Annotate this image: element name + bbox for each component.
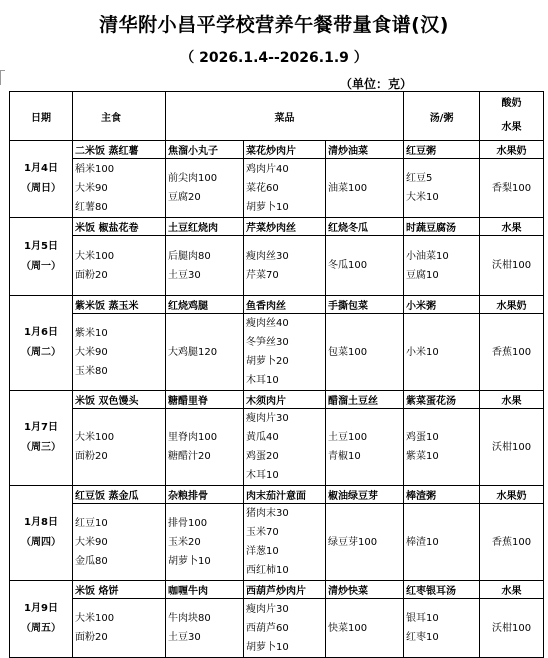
header-drink-line2: 水果 bbox=[501, 122, 522, 133]
ingredient-line: 土豆30 bbox=[168, 269, 201, 281]
ingredient-line: 前尖肉100 bbox=[168, 173, 218, 184]
soup-name: 红豆粥 bbox=[404, 141, 480, 159]
ingredient-line: 豆腐20 bbox=[168, 192, 201, 203]
drink-name: 水果奶 bbox=[480, 296, 544, 314]
soup-ingredients bbox=[404, 599, 480, 658]
day-weekday: （周一） bbox=[21, 260, 61, 272]
staple-ingredients bbox=[73, 504, 166, 581]
staple-ingredients bbox=[73, 159, 166, 218]
dish3-name: 清炒快菜 bbox=[326, 581, 404, 599]
dish1-name: 红烧鸡腿 bbox=[166, 296, 244, 314]
ingredient-line: 沃柑100 bbox=[491, 260, 532, 271]
dish2-ingredients bbox=[244, 159, 326, 218]
dish1-ingredients bbox=[166, 236, 244, 296]
header-date: 日期 bbox=[10, 92, 73, 141]
day-weekday: （周四） bbox=[21, 537, 61, 548]
ingredient-line: 玉米70 bbox=[246, 527, 279, 538]
staple-ingredients bbox=[73, 314, 166, 391]
ingredient-line: 红枣10 bbox=[406, 632, 439, 643]
drink-name: 水果奶 bbox=[480, 141, 544, 159]
ingredient-line: 玉米20 bbox=[168, 536, 201, 548]
staple-name: 米饭 烙饼 bbox=[73, 581, 166, 599]
day-date: 1月4日 bbox=[24, 163, 58, 174]
ingredient-line: 猪肉末30 bbox=[246, 508, 289, 519]
ingredient-line: 面粉20 bbox=[75, 632, 108, 643]
ingredient-line: 小油菜10 bbox=[406, 250, 449, 262]
ingredient-line: 木耳10 bbox=[246, 470, 279, 481]
soup-name: 红枣银耳汤 bbox=[404, 581, 480, 599]
corner-mark bbox=[0, 70, 5, 85]
dish3-ingredients bbox=[326, 599, 404, 658]
ingredient-line: 紫米10 bbox=[75, 327, 108, 339]
staple-name: 米饭 椒盐花卷 bbox=[73, 218, 166, 236]
ingredient-line: 瘦肉丝40 bbox=[246, 318, 289, 329]
dish2-ingredients bbox=[244, 314, 326, 391]
day-cell bbox=[10, 581, 73, 658]
soup-name: 时蔬豆腐汤 bbox=[404, 218, 480, 236]
ingredient-line: 牛肉块80 bbox=[168, 613, 211, 624]
date-range: （ 2026.1.4--2026.1.9 ） bbox=[180, 50, 368, 66]
day-ingredient-row bbox=[10, 236, 544, 296]
dish3-ingredients bbox=[326, 314, 404, 391]
ingredient-line: 银耳10 bbox=[406, 613, 439, 624]
header-drink-line1: 酸奶 bbox=[501, 98, 522, 109]
drink-name: 水果奶 bbox=[480, 486, 544, 504]
header-dishes: 菜品 bbox=[166, 92, 404, 141]
ingredient-line: 红薯80 bbox=[75, 201, 108, 213]
staple-ingredients bbox=[73, 409, 166, 486]
dish3-name: 醋溜土豆丝 bbox=[326, 391, 404, 409]
day-date: 1月7日 bbox=[24, 422, 58, 433]
drink-ingredients bbox=[480, 409, 544, 486]
dish1-ingredients bbox=[166, 504, 244, 581]
dish3-name: 清炒油菜 bbox=[326, 141, 404, 159]
dish3-ingredients bbox=[326, 409, 404, 486]
drink-ingredients bbox=[480, 314, 544, 391]
drink-ingredients bbox=[480, 504, 544, 581]
ingredient-line: 排骨100 bbox=[168, 517, 208, 529]
ingredient-line: 红豆5 bbox=[406, 173, 433, 184]
header-soup: 汤/粥 bbox=[404, 92, 480, 141]
ingredient-line: 胡萝卜20 bbox=[246, 356, 289, 367]
ingredient-line: 后腿肉80 bbox=[168, 250, 211, 262]
soup-ingredients bbox=[404, 409, 480, 486]
header-row bbox=[10, 92, 544, 141]
ingredient-line: 冬瓜100 bbox=[328, 260, 368, 271]
day-ingredient-row bbox=[10, 409, 544, 486]
ingredient-line: 金瓜80 bbox=[75, 555, 108, 567]
ingredient-line: 鸡蛋10 bbox=[406, 432, 439, 443]
dish3-name: 红烧冬瓜 bbox=[326, 218, 404, 236]
drink-ingredients bbox=[480, 599, 544, 658]
ingredient-line: 豆腐10 bbox=[406, 269, 439, 281]
day-name-row bbox=[10, 296, 544, 314]
ingredient-line: 大米90 bbox=[75, 536, 108, 548]
dish2-ingredients bbox=[244, 236, 326, 296]
page-title: 清华附小昌平学校营养午餐带量食谱(汉) bbox=[99, 14, 449, 36]
day-name-row bbox=[10, 141, 544, 159]
ingredient-line: 大米10 bbox=[406, 192, 439, 203]
ingredient-line: 面粉20 bbox=[75, 269, 108, 281]
staple-name: 米饭 双色馒头 bbox=[73, 391, 166, 409]
dish2-ingredients bbox=[244, 504, 326, 581]
ingredient-line: 稻米100 bbox=[75, 163, 115, 175]
dish1-name: 糖醋里脊 bbox=[166, 391, 244, 409]
dish1-name: 杂粮排骨 bbox=[166, 486, 244, 504]
dish2-name: 鱼香肉丝 bbox=[244, 296, 326, 314]
day-ingredient-row bbox=[10, 314, 544, 391]
ingredient-line: 小米10 bbox=[406, 346, 439, 358]
ingredient-line: 木耳10 bbox=[246, 375, 279, 386]
unit-label: （单位：克） bbox=[340, 77, 413, 91]
day-cell bbox=[10, 141, 73, 218]
ingredient-line: 青椒10 bbox=[328, 451, 361, 462]
drink-ingredients bbox=[480, 236, 544, 296]
header-staple: 主食 bbox=[73, 92, 166, 141]
ingredient-line: 鸡肉片40 bbox=[246, 163, 289, 175]
day-name-row bbox=[10, 581, 544, 599]
drink-name: 水果 bbox=[480, 218, 544, 236]
dish1-ingredients bbox=[166, 314, 244, 391]
day-weekday: （周二） bbox=[21, 347, 61, 358]
ingredient-line: 油菜100 bbox=[328, 182, 368, 194]
ingredient-line: 土豆100 bbox=[328, 432, 368, 443]
ingredient-line: 胡萝卜10 bbox=[246, 641, 289, 653]
day-date: 1月6日 bbox=[24, 327, 58, 338]
ingredient-line: 沃柑100 bbox=[491, 441, 532, 453]
dish2-name: 西葫芦炒肉片 bbox=[244, 581, 326, 599]
day-date: 1月8日 bbox=[24, 517, 58, 528]
day-date: 1月5日 bbox=[24, 240, 58, 252]
header-drink bbox=[480, 92, 544, 141]
ingredient-line: 胡萝卜10 bbox=[168, 555, 211, 567]
day-cell bbox=[10, 296, 73, 391]
ingredient-line: 黄瓜40 bbox=[246, 432, 279, 443]
day-weekday: （周五） bbox=[21, 623, 61, 634]
dish1-name: 咖喱牛肉 bbox=[166, 581, 244, 599]
ingredient-line: 土豆30 bbox=[168, 632, 201, 643]
ingredient-line: 大米100 bbox=[75, 432, 115, 443]
ingredient-line: 大鸡腿120 bbox=[168, 346, 218, 358]
dish3-name: 椒油绿豆芽 bbox=[326, 486, 404, 504]
drink-ingredients bbox=[480, 159, 544, 218]
menu-table bbox=[9, 91, 544, 658]
soup-ingredients bbox=[404, 314, 480, 391]
day-ingredient-row bbox=[10, 159, 544, 218]
dish3-name: 手撕包菜 bbox=[326, 296, 404, 314]
day-name-row bbox=[10, 486, 544, 504]
dish2-name: 芹菜炒肉丝 bbox=[244, 218, 326, 236]
ingredient-line: 大米90 bbox=[75, 182, 108, 194]
soup-name: 小米粥 bbox=[404, 296, 480, 314]
day-name-row bbox=[10, 218, 544, 236]
dish2-name: 肉末茄汁意面 bbox=[244, 486, 326, 504]
dish2-ingredients bbox=[244, 409, 326, 486]
staple-ingredients bbox=[73, 599, 166, 658]
ingredient-line: 西红柿10 bbox=[246, 565, 289, 576]
ingredient-line: 糖醋汁20 bbox=[168, 451, 211, 462]
ingredient-line: 洋葱10 bbox=[246, 546, 279, 557]
dish1-name: 焦溜小丸子 bbox=[166, 141, 244, 159]
day-ingredient-row bbox=[10, 599, 544, 658]
ingredient-line: 香梨100 bbox=[491, 182, 532, 194]
soup-ingredients bbox=[404, 159, 480, 218]
drink-name: 水果 bbox=[480, 391, 544, 409]
ingredient-line: 大米100 bbox=[75, 250, 115, 262]
dish2-name: 菜花炒肉片 bbox=[244, 141, 326, 159]
day-cell bbox=[10, 218, 73, 296]
ingredient-line: 面粉20 bbox=[75, 451, 108, 462]
dish2-ingredients bbox=[244, 599, 326, 658]
staple-name: 二米饭 蒸红薯 bbox=[73, 141, 166, 159]
soup-name: 棒渣粥 bbox=[404, 486, 480, 504]
drink-name: 水果 bbox=[480, 581, 544, 599]
ingredient-line: 香蕉100 bbox=[491, 536, 532, 548]
day-weekday: （周日） bbox=[21, 183, 61, 194]
dish2-name: 木须肉片 bbox=[244, 391, 326, 409]
staple-name: 紫米饭 蒸玉米 bbox=[73, 296, 166, 314]
ingredient-line: 瘦肉片30 bbox=[246, 603, 289, 615]
day-date: 1月9日 bbox=[24, 603, 58, 614]
ingredient-line: 瘦肉丝30 bbox=[246, 250, 289, 262]
ingredient-line: 棒渣10 bbox=[406, 536, 439, 548]
ingredient-line: 沃柑100 bbox=[491, 622, 532, 634]
soup-ingredients bbox=[404, 504, 480, 581]
ingredient-line: 紫菜10 bbox=[406, 451, 439, 462]
day-cell bbox=[10, 391, 73, 486]
soup-name: 紫菜蛋花汤 bbox=[404, 391, 480, 409]
ingredient-line: 瘦肉片30 bbox=[246, 413, 289, 424]
day-cell bbox=[10, 486, 73, 581]
ingredient-line: 菜花60 bbox=[246, 182, 279, 194]
ingredient-line: 鸡蛋20 bbox=[246, 451, 279, 462]
dish3-ingredients bbox=[326, 236, 404, 296]
staple-ingredients bbox=[73, 236, 166, 296]
ingredient-line: 里脊肉100 bbox=[168, 432, 218, 443]
ingredient-line: 大米90 bbox=[75, 346, 108, 358]
staple-name: 红豆饭 蒸金瓜 bbox=[73, 486, 166, 504]
day-ingredient-row bbox=[10, 504, 544, 581]
soup-ingredients bbox=[404, 236, 480, 296]
day-weekday: （周三） bbox=[21, 442, 61, 453]
ingredient-line: 快菜100 bbox=[328, 622, 368, 634]
dish1-ingredients bbox=[166, 159, 244, 218]
ingredient-line: 包菜100 bbox=[328, 346, 368, 358]
ingredient-line: 大米100 bbox=[75, 613, 115, 624]
ingredient-line: 红豆10 bbox=[75, 517, 108, 529]
dish3-ingredients bbox=[326, 504, 404, 581]
ingredient-line: 玉米80 bbox=[75, 365, 108, 377]
dish1-name: 土豆红烧肉 bbox=[166, 218, 244, 236]
ingredient-line: 冬笋丝30 bbox=[246, 337, 289, 348]
day-name-row bbox=[10, 391, 544, 409]
ingredient-line: 胡萝卜10 bbox=[246, 201, 289, 213]
ingredient-line: 香蕉100 bbox=[491, 346, 532, 358]
ingredient-line: 芹菜70 bbox=[246, 269, 279, 281]
dish1-ingredients bbox=[166, 599, 244, 658]
ingredient-line: 西葫芦60 bbox=[246, 622, 289, 634]
dish1-ingredients bbox=[166, 409, 244, 486]
dish3-ingredients bbox=[326, 159, 404, 218]
ingredient-line: 绿豆芽100 bbox=[328, 536, 378, 548]
